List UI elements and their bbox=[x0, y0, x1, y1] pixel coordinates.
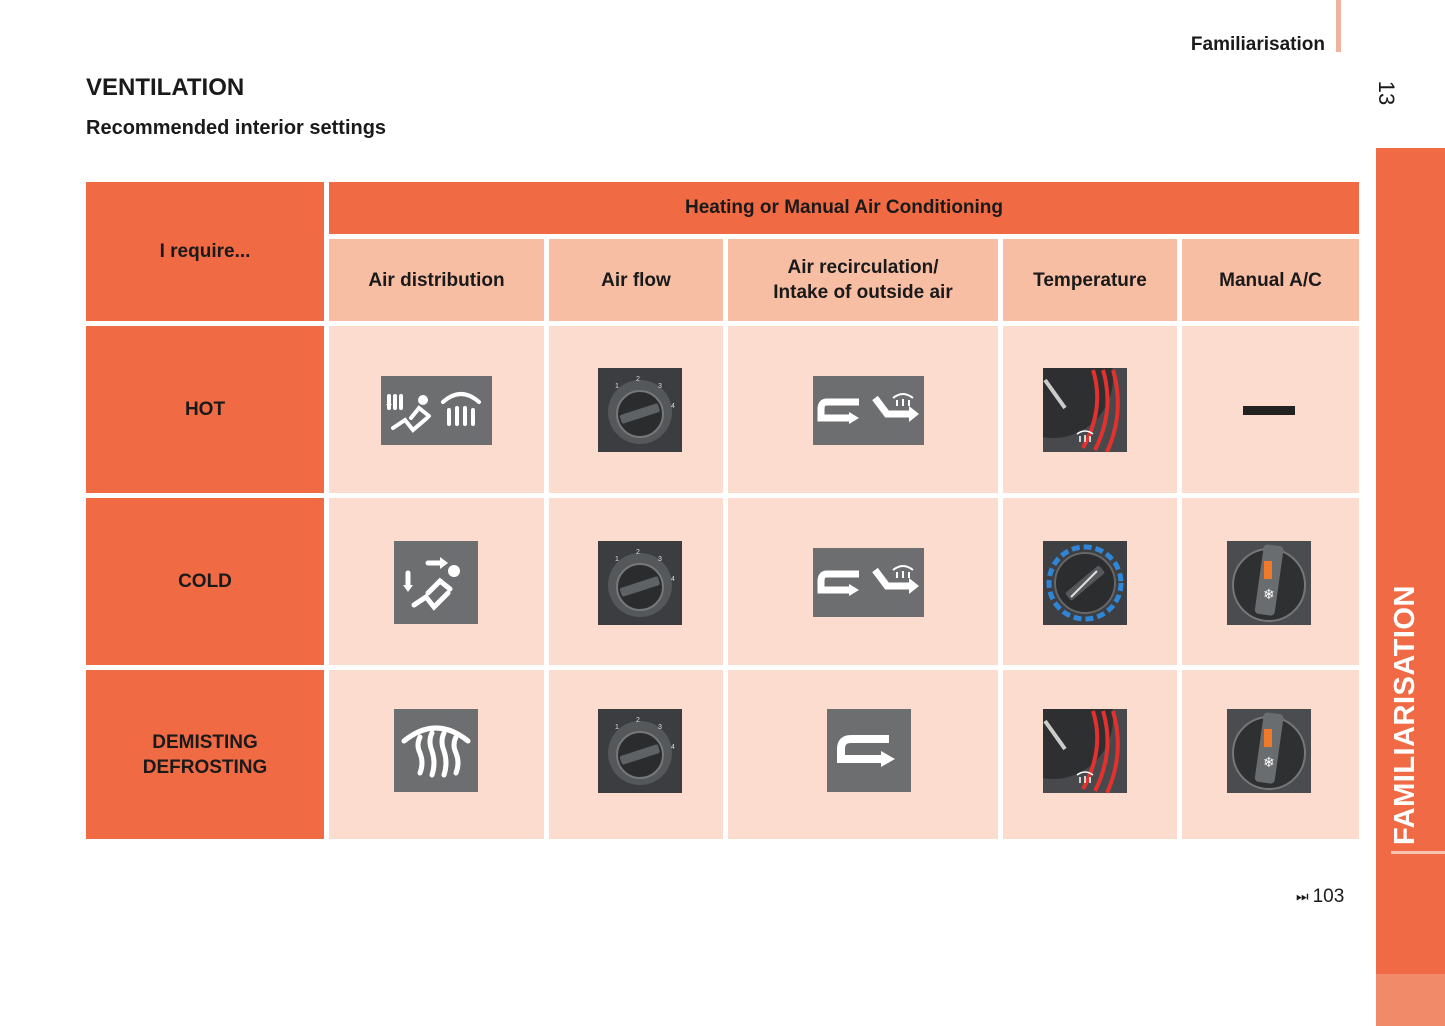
page-subtitle: Recommended interior settings bbox=[86, 117, 387, 139]
svg-text:1: 1 bbox=[615, 724, 619, 731]
group-header bbox=[329, 182, 1359, 234]
svg-text:1: 1 bbox=[615, 556, 619, 563]
windscreen-demist-icon bbox=[394, 709, 478, 792]
not-applicable-dash bbox=[1243, 406, 1295, 415]
skip-forward-icon: ⏭ bbox=[1296, 888, 1309, 904]
col-header-air-recirculation bbox=[728, 239, 998, 321]
fan-speed-dial-icon bbox=[598, 541, 682, 625]
svg-text:3: 3 bbox=[658, 556, 662, 563]
page-reference-link[interactable] bbox=[1296, 886, 1344, 908]
svg-text:3: 3 bbox=[658, 383, 662, 390]
row-label-line1: DEMISTING bbox=[152, 731, 258, 753]
svg-text:2: 2 bbox=[636, 376, 640, 383]
svg-text:4: 4 bbox=[671, 744, 675, 751]
col-header-air-distribution bbox=[329, 239, 544, 321]
recirculation-outside-air-icon bbox=[813, 548, 924, 617]
col-header-line1: Air flow bbox=[601, 269, 671, 291]
col-header-line2: Intake of outside air bbox=[773, 282, 953, 303]
temperature-cold-dial-icon bbox=[1043, 541, 1127, 625]
svg-text:4: 4 bbox=[671, 403, 675, 410]
fan-speed-dial-icon bbox=[598, 709, 682, 793]
row-label-hot bbox=[86, 326, 324, 493]
side-tab-footer bbox=[1376, 974, 1445, 1026]
ac-dial-icon bbox=[1227, 709, 1311, 793]
svg-text:1: 1 bbox=[615, 383, 619, 390]
row-label-cold bbox=[86, 498, 324, 665]
corner-label: I require... bbox=[159, 241, 251, 262]
recirculation-outside-air-icon bbox=[813, 376, 924, 445]
face-feet-distribution-icon bbox=[394, 541, 478, 624]
corner-header bbox=[86, 182, 324, 321]
svg-text:3: 3 bbox=[658, 724, 662, 731]
page-title: VENTILATION bbox=[86, 74, 245, 101]
section-header: Familiarisation bbox=[1190, 34, 1325, 55]
col-header-line1: Temperature bbox=[1033, 269, 1147, 291]
fan-speed-dial-icon bbox=[598, 368, 682, 452]
page-reference-number: 103 bbox=[1312, 886, 1345, 907]
row-label-line1: HOT bbox=[184, 399, 226, 420]
group-header-label: Heating or Manual Air Conditioning bbox=[684, 197, 1004, 218]
feet-windscreen-distribution-icon bbox=[381, 376, 492, 445]
temperature-hot-dial-icon bbox=[1043, 368, 1127, 452]
row-label-line1: COLD bbox=[178, 571, 232, 592]
svg-text:❄: ❄ bbox=[1263, 755, 1275, 771]
row-label-demisting bbox=[86, 670, 324, 839]
outside-air-intake-icon bbox=[827, 709, 911, 792]
side-tab-rule bbox=[1391, 851, 1445, 854]
row-label-line2: DEFROSTING bbox=[142, 756, 268, 778]
col-header-temperature bbox=[1003, 239, 1177, 321]
col-header-line1: Manual A/C bbox=[1219, 269, 1322, 291]
ac-dial-icon bbox=[1227, 541, 1311, 625]
page-number: 13 bbox=[1374, 80, 1399, 106]
col-header-manual-ac bbox=[1182, 239, 1359, 321]
col-header-line1: Air distribution bbox=[368, 269, 505, 291]
svg-text:❄: ❄ bbox=[1263, 587, 1275, 603]
svg-text:2: 2 bbox=[636, 549, 640, 556]
col-header-air-flow bbox=[549, 239, 723, 321]
svg-text:4: 4 bbox=[671, 576, 675, 583]
header-divider bbox=[1336, 0, 1341, 52]
col-header-line1: Air recirculation/ bbox=[787, 257, 939, 278]
temperature-hot-dial-icon bbox=[1043, 709, 1127, 793]
side-tab-label: FAMILIARISATION bbox=[1389, 585, 1421, 845]
svg-text:2: 2 bbox=[636, 717, 640, 724]
